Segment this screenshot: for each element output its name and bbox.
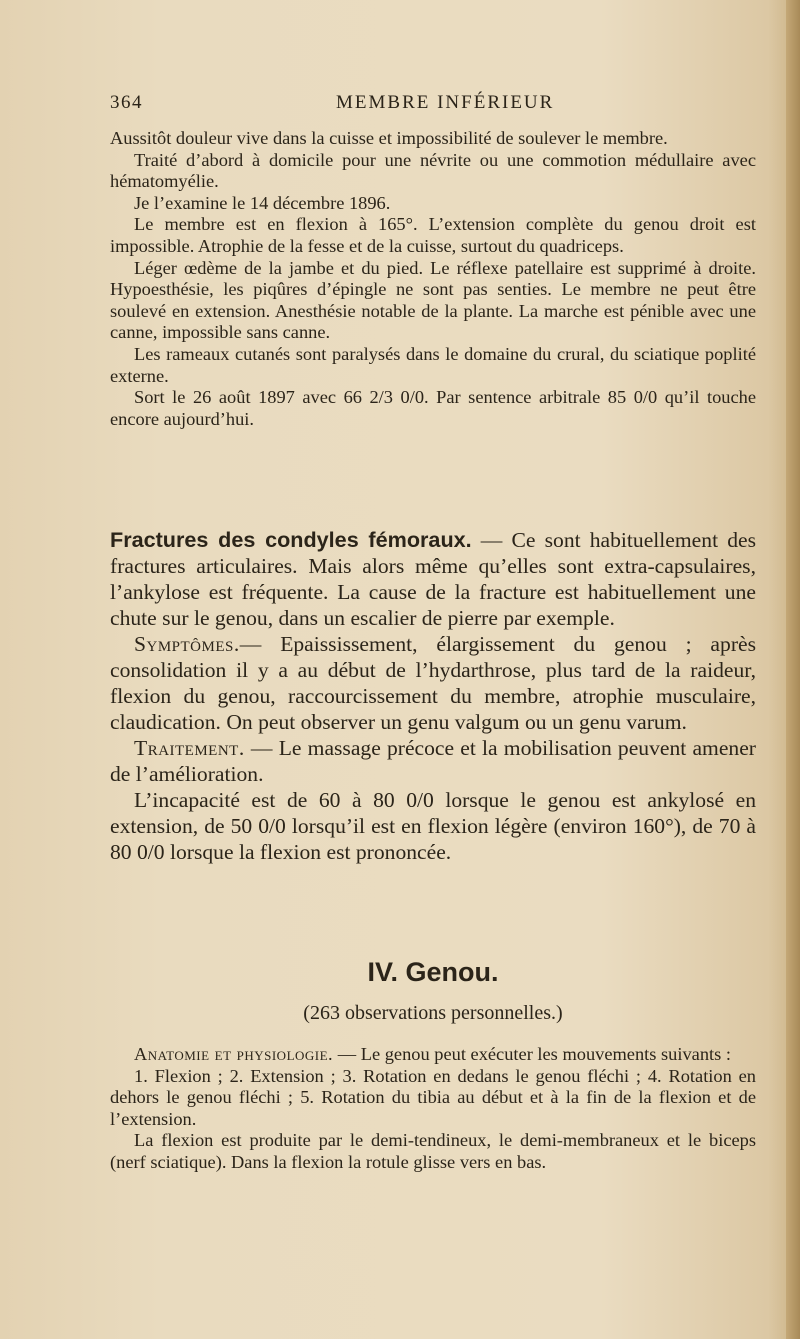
case-paragraph: Le membre est en flexion à 165°. L’extension complète du genou droit est impossible. Atrophie de la fesse et de la cuisse, surtout du quadriceps. [110, 214, 756, 256]
case-paragraph: Sort le 26 août 1897 avec 66 2/3 0/0. Par sentence arbitrale 85 0/0 qu’il touche encore aujourd’hui. [110, 387, 756, 429]
fractures-paragraph [110, 527, 756, 631]
anatomie-section [110, 1044, 756, 1174]
mouvements-paragraph: 1. Flexion ; 2. Extension ; 3. Rotation en dedans le genou fléchi ; 4. Rotation en dehors le genou fléchi ; 5. Rotation du tibia au début et à la fin de la flexion et de l’extension. [110, 1065, 756, 1129]
traitement-text: — Le massage précoce et la mobilisation peuvent amener de l’amélioration. [110, 736, 756, 786]
case-report [110, 128, 756, 430]
fractures-text: — Ce sont habituellement des fractures articulaires. Mais alors même qu’elles sont extra-capsulaires, l’ankylose est fréquente. La cause de la fracture est habituellement une chute sur le genou, dans un escalier de pierre par exemple. [110, 528, 756, 630]
fractures-heading: Fractures des condyles fémoraux. [110, 527, 472, 552]
flexion-paragraph: La flexion est produite par le demi-tendineux, le demi-membraneux et le biceps (nerf sciatique). Dans la flexion la rotule glisse vers en bas. [110, 1130, 756, 1172]
case-paragraph: Les rameaux cutanés sont paralysés dans le domaine du crural, du sciatique poplité externe. [110, 343, 756, 386]
running-title: MEMBRE INFÉRIEUR [336, 92, 555, 113]
section-title: IV. Genou. [367, 957, 499, 987]
section-subtitle: (263 observations personnelles.) [303, 1002, 563, 1024]
case-paragraph: Léger œdème de la jambe et du pied. Le réflexe patellaire est supprimé à droite. Hypoesthésie, les piqûres d’épingle ne sont pas senties. Le membre ne peut être soulevé en extension. Anesthésie notable de la plante. La marche est pénible avec une canne, impossible sans canne. [110, 257, 756, 343]
anatomie-paragraph [110, 1044, 756, 1066]
case-paragraph: Traité d’abord à domicile pour une névrite ou une commotion médullaire avec hématomyélie. [110, 149, 756, 192]
symptomes-paragraph [110, 631, 756, 735]
fractures-section [110, 527, 756, 865]
case-paragraph: Aussitôt douleur vive dans la cuisse et impossibilité de soulever le membre. [110, 128, 668, 148]
page-header [110, 92, 756, 116]
symptomes-label: Symptômes. [134, 632, 240, 656]
traitement-label: Traitement. [134, 736, 245, 760]
symptomes-text: — Epaississement, élargissement du genou ; après consolidation il y a au début de l’hydarthrose, plus tard de la raideur, flexion du genou, raccourcissement du membre, atrophie musculaire, claudication. On peut observer un genu valgum ou un genu varum. [110, 632, 756, 734]
anatomie-label: Anatomie et physiologie. [134, 1044, 334, 1064]
case-paragraph: Je l’examine le 14 décembre 1896. [134, 192, 391, 213]
page-edge [786, 0, 800, 1339]
page-number: 364 [110, 92, 143, 113]
anatomie-text: — Le genou peut exécuter les mouvements suivants : [333, 1044, 732, 1064]
traitement-paragraph [110, 735, 756, 787]
incapacite-paragraph: L’incapacité est de 60 à 80 0/0 lorsque le genou est ankylosé en extension, de 50 0/0 lorsqu’il est en flexion légère (environ 160°), de 70 à 80 0/0 lorsque la flexion est prononcée. [110, 788, 756, 864]
